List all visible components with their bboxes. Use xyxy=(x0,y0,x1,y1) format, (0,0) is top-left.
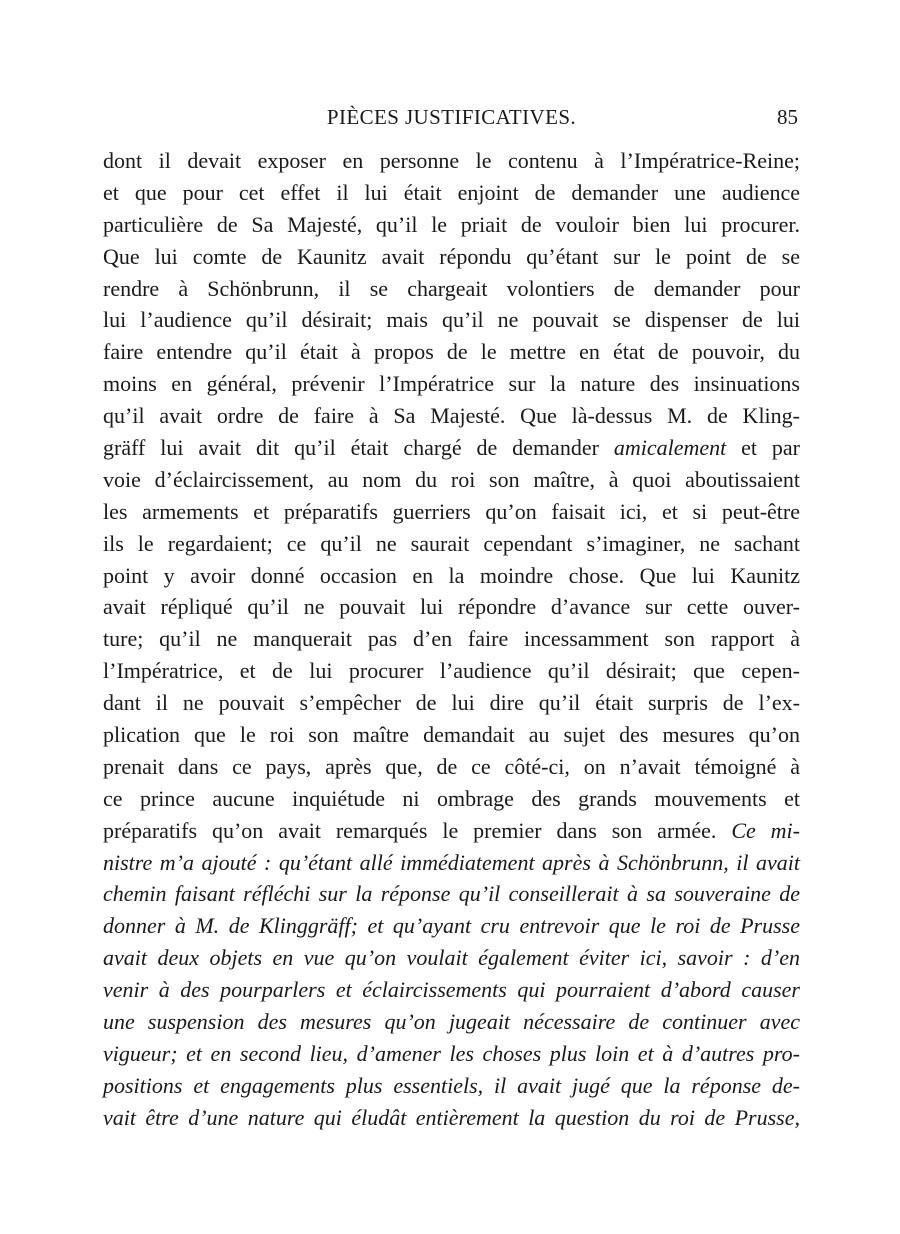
text-line xyxy=(103,1038,800,1070)
text-segment: gräff lui avait dit qu’il était chargé de demander xyxy=(103,435,614,461)
text-line xyxy=(103,1102,800,1134)
italic-text: positions et engagements plus essentiels, il avait jugé que la réponse de- xyxy=(103,1072,800,1098)
text-segment: dant il ne pouvait s’empêcher de lui dire qu’il était surpris de l’ex- xyxy=(103,690,800,716)
text-segment: faire entendre qu’il était à propos de le mettre en état de pouvoir, du xyxy=(103,339,800,365)
text-segment: préparatifs qu’on avait remarqués le premier dans son armée. xyxy=(103,817,732,843)
text-segment: les armements et préparatifs guerriers qu’on faisait ici, et si peut-être xyxy=(103,498,800,524)
text-line xyxy=(103,1070,800,1102)
text-segment: ils le regardaient; ce qu’il ne saurait cependant s’imaginer, ne sachant xyxy=(103,530,800,556)
italic-text: une suspension des mesures qu’on jugeait nécessaire de continuer avec xyxy=(103,1009,800,1035)
text-line xyxy=(103,878,800,910)
text-segment: voie d’éclaircissement, au nom du roi son maître, à quoi aboutissaient xyxy=(103,466,800,492)
text-segment: rendre à Schönbrunn, il se chargeait volontiers de demander pour xyxy=(103,275,800,301)
text-line xyxy=(103,847,800,879)
text-line xyxy=(103,209,800,241)
text-line xyxy=(103,623,800,655)
text-segment: lui l’audience qu’il désirait; mais qu’il ne pouvait se dispenser de lui xyxy=(103,307,800,333)
text-line xyxy=(103,273,800,305)
italic-text: vait être d’une nature qui éludât entièrement la question du roi de Prusse, xyxy=(103,1104,800,1130)
text-segment: avait répliqué qu’il ne pouvait lui répondre d’avance sur cette ouver- xyxy=(103,594,800,620)
text-line xyxy=(103,942,800,974)
text-segment: ture; qu’il ne manquerait pas d’en faire incessamment son rapport à xyxy=(103,626,800,652)
text-line xyxy=(103,432,800,464)
text-segment: et par xyxy=(726,435,801,461)
text-line xyxy=(103,1006,800,1038)
text-line xyxy=(103,528,800,560)
italic-text: avait deux objets en vue qu’on voulait également éviter ici, savoir : d’en xyxy=(103,945,800,971)
text-line xyxy=(103,336,800,368)
running-head xyxy=(103,101,800,137)
italic-text: vigueur; et en second lieu, d’amener les choses plus loin et à d’autres pro- xyxy=(103,1040,800,1066)
text-line xyxy=(103,719,800,751)
text-segment: prenait dans ce pays, après que, de ce côté-ci, on n’avait témoigné à xyxy=(103,753,800,779)
italic-text: Ce mi- xyxy=(731,817,800,843)
text-line xyxy=(103,591,800,623)
text-line xyxy=(103,496,800,528)
text-line xyxy=(103,560,800,592)
text-segment: Que lui comte de Kaunitz avait répondu qu’étant sur le point de se xyxy=(103,243,800,269)
page-number: 85 xyxy=(777,105,798,129)
text-line xyxy=(103,241,800,273)
text-segment: l’Impératrice, et de lui procurer l’audience qu’il désirait; que cepen- xyxy=(103,658,800,684)
italic-text: chemin faisant réfléchi sur la réponse qu’il conseillerait à sa souveraine de xyxy=(103,881,800,907)
text-line xyxy=(103,655,800,687)
text-line xyxy=(103,815,800,847)
running-title: PIÈCES JUSTIFICATIVES. xyxy=(326,105,577,129)
text-line xyxy=(103,910,800,942)
body-text xyxy=(103,145,800,1134)
italic-text: venir à des pourparlers et éclaircissements qui pourraient d’abord causer xyxy=(103,977,800,1003)
text-segment: dont il devait exposer en personne le contenu à l’Impératrice-Reine; xyxy=(103,148,800,173)
text-segment: qu’il avait ordre de faire à Sa Majesté. Que là-dessus M. de Kling- xyxy=(103,403,800,429)
text-segment: point y avoir donné occasion en la moindre chose. Que lui Kaunitz xyxy=(103,562,800,588)
italic-text: amicalement xyxy=(613,435,727,461)
text-line xyxy=(103,783,800,815)
text-line xyxy=(103,464,800,496)
text-segment: particulière de Sa Majesté, qu’il le priait de vouloir bien lui procurer. xyxy=(103,211,800,237)
text-segment: moins en général, prévenir l’Impératrice sur la nature des insinuations xyxy=(103,371,800,397)
text-line xyxy=(103,368,800,400)
text-line xyxy=(103,751,800,783)
text-line xyxy=(103,145,800,177)
text-segment: et que pour cet effet il lui était enjoint de demander une audience xyxy=(103,179,800,205)
text-line xyxy=(103,400,800,432)
text-line xyxy=(103,974,800,1006)
text-segment: plication que le roi son maître demandait au sujet des mesures qu’on xyxy=(103,722,800,748)
text-line xyxy=(103,177,800,209)
italic-text: donner à M. de Klinggräff; et qu’ayant cru entrevoir que le roi de Prusse xyxy=(103,913,800,939)
italic-text: nistre m’a ajouté : qu’étant allé immédiatement après à Schönbrunn, il avait xyxy=(103,849,800,875)
text-line xyxy=(103,687,800,719)
text-segment: ce prince aucune inquiétude ni ombrage des grands mouvements et xyxy=(103,785,800,811)
text-line xyxy=(103,304,800,336)
